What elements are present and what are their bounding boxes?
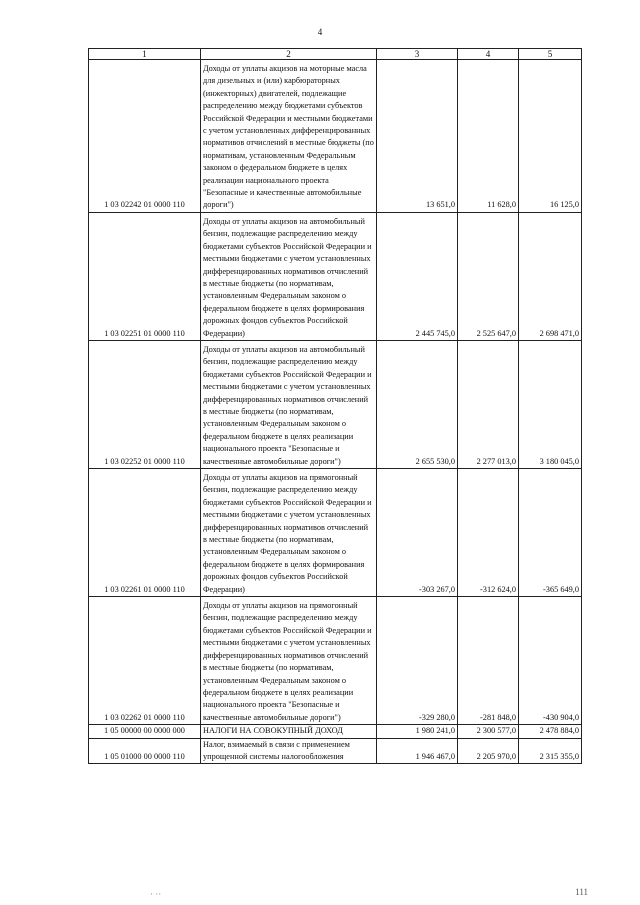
description-text: Доходы от уплаты акцизов на моторные масла для дизельных и (или) карбюраторных (инжекторных) двигателей, подлежащие распределению между бюджетами субъектов Российской Федерации и местными бюджетами с учетом установленных дифференцированных нормативов отчислений в местные бюджеты (по нормативам, установленным Федеральным законом о федеральном бюджете в целях реализации национального проекта "Безопасные и качественные автомобильные дороги") bbox=[203, 64, 374, 210]
table-row bbox=[89, 60, 582, 213]
scan-artifact-mark: · ·· bbox=[150, 889, 162, 899]
value-col-5: -365 649,0 bbox=[519, 469, 582, 597]
column-header-2: 2 bbox=[201, 49, 377, 60]
table-row bbox=[89, 597, 582, 725]
revenue-description: Налог, взимаемый в связи с применением упрощенной системы налогообложения bbox=[201, 738, 377, 764]
revenue-description bbox=[201, 469, 377, 597]
table-header-row bbox=[89, 49, 582, 60]
revenue-description bbox=[201, 212, 377, 340]
table-row bbox=[89, 212, 582, 340]
value-col-4: 2 277 013,0 bbox=[458, 340, 519, 468]
value-col-3: 13 651,0 bbox=[377, 60, 458, 213]
page-number: 4 bbox=[317, 27, 323, 37]
revenue-description bbox=[201, 60, 377, 213]
value-col-4: 2 525 647,0 bbox=[458, 212, 519, 340]
value-col-4: -312 624,0 bbox=[458, 469, 519, 597]
revenue-description bbox=[201, 340, 377, 468]
value-col-3: 1 980 241,0 bbox=[377, 725, 458, 738]
description-text: Доходы от уплаты акцизов на прямогонный бензин, подлежащие распределению между бюджетами субъектов Российской Федерации и местными бюджетами с учетом установленных дифференцированных нормативов отчислений в местные бюджеты (по нормативам, установленным Федеральным законом о федеральном бюджете в целях формирования дорожных фондов субъектов Российской Федерации) bbox=[203, 473, 372, 594]
value-col-3: -329 280,0 bbox=[377, 597, 458, 725]
value-col-3: 2 655 530,0 bbox=[377, 340, 458, 468]
budget-revenue-table bbox=[88, 48, 582, 764]
value-col-4: 2 205 970,0 bbox=[458, 738, 519, 764]
description-text: Доходы от уплаты акцизов на автомобильный бензин, подлежащие распределению между бюджетами субъектов Российской Федерации и местными бюджетами с учетом установленных дифференцированных нормативов отчислений в местные бюджеты (по нормативам, установленным Федеральным законом о федеральном бюджете в целях формирования дорожных фондов субъектов Российской Федерации) bbox=[203, 216, 372, 338]
value-col-4: 2 300 577,0 bbox=[458, 725, 519, 738]
value-col-5: 16 125,0 bbox=[519, 60, 582, 213]
revenue-code: 1 05 01000 00 0000 110 bbox=[89, 738, 201, 764]
column-header-4: 4 bbox=[458, 49, 519, 60]
table-row bbox=[89, 340, 582, 468]
column-header-1: 1 bbox=[89, 49, 201, 60]
value-col-5: -430 904,0 bbox=[519, 597, 582, 725]
value-col-3: 2 445 745,0 bbox=[377, 212, 458, 340]
revenue-description bbox=[201, 597, 377, 725]
revenue-code: 1 03 02251 01 0000 110 bbox=[89, 212, 201, 340]
column-header-3: 3 bbox=[377, 49, 458, 60]
revenue-description: НАЛОГИ НА СОВОКУПНЫЙ ДОХОД bbox=[201, 725, 377, 738]
value-col-3: -303 267,0 bbox=[377, 469, 458, 597]
revenue-code: 1 03 02252 01 0000 110 bbox=[89, 340, 201, 468]
value-col-3: 1 946 467,0 bbox=[377, 738, 458, 764]
description-text: Доходы от уплаты акцизов на автомобильный бензин, подлежащие распределению между бюджетами субъектов Российской Федерации и местными бюджетами с учетом установленных дифференцированных нормативов отчислений в местные бюджеты (по нормативам, установленным Федеральным законом о федеральном бюджете в целях реализации национального проекта "Безопасные и качественные автомобильные дороги") bbox=[203, 344, 372, 466]
revenue-code: 1 05 00000 00 0000 000 bbox=[89, 725, 201, 738]
table-row bbox=[89, 725, 582, 738]
revenue-code: 1 03 02242 01 0000 110 bbox=[89, 60, 201, 213]
table-row bbox=[89, 738, 582, 764]
revenue-code: 1 03 02262 01 0000 110 bbox=[89, 597, 201, 725]
column-header-5: 5 bbox=[519, 49, 582, 60]
value-col-5: 2 478 884,0 bbox=[519, 725, 582, 738]
table-row bbox=[89, 469, 582, 597]
value-col-4: -281 848,0 bbox=[458, 597, 519, 725]
value-col-5: 3 180 045,0 bbox=[519, 340, 582, 468]
revenue-code: 1 03 02261 01 0000 110 bbox=[89, 469, 201, 597]
description-text: Доходы от уплаты акцизов на прямогонный бензин, подлежащие распределению между бюджетами субъектов Российской Федерации и местными бюджетами с учетом установленных дифференцированных нормативов отчислений в местные бюджеты (по нормативам, установленным Федеральным законом о федеральном бюджете в целях реализации национального проекта "Безопасные и качественные автомобильные дороги") bbox=[203, 601, 372, 722]
value-col-5: 2 698 471,0 bbox=[519, 212, 582, 340]
value-col-4: 11 628,0 bbox=[458, 60, 519, 213]
value-col-5: 2 315 355,0 bbox=[519, 738, 582, 764]
footer-mark: 111 bbox=[575, 887, 588, 897]
